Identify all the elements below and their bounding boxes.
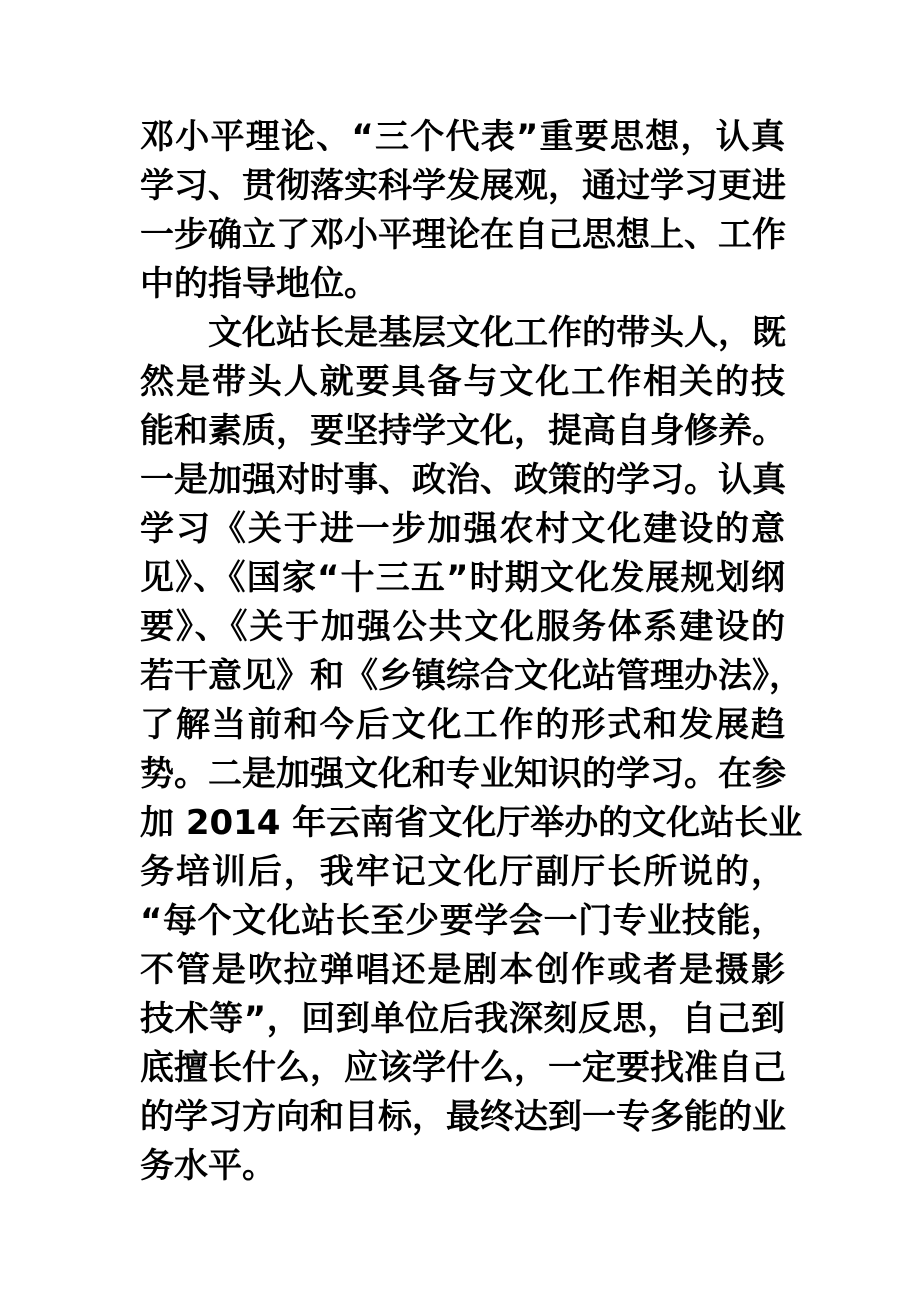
text-line: 一步确立了邓小平理论在自己思想上、工作 bbox=[140, 215, 786, 255]
text-line: 见》、《国家“十三五”时期文化发展规划纲 bbox=[140, 558, 785, 598]
text-line: 学习《关于进一步加强农村文化建设的意 bbox=[140, 509, 785, 549]
document-body bbox=[140, 113, 803, 1191]
text-line: 然是带头人就要具备与文化工作相关的技 bbox=[140, 362, 785, 402]
text-line: 要》、《关于加强公共文化服务体系建设的 bbox=[140, 607, 785, 647]
text-line: 了解当前和今后文化工作的形式和发展趋 bbox=[140, 705, 785, 745]
text-line: 技术等”，回到单位后我深刻反思，自己到 bbox=[140, 999, 785, 1039]
paragraph-2 bbox=[140, 309, 803, 1191]
text-line: 势。二是加强文化和专业知识的学习。在参 bbox=[140, 754, 786, 794]
text-line: 不管是吹拉弹唱还是剧本创作或者是摄影 bbox=[140, 950, 785, 990]
text-line: 若干意见》和《乡镇综合文化站管理办法》， bbox=[140, 656, 803, 696]
text-line: 邓小平理论、“三个代表”重要思想，认真 bbox=[140, 117, 785, 157]
paragraph-1 bbox=[140, 113, 785, 309]
text-line: 底擅长什么，应该学什么，一定要找准自己 bbox=[140, 1048, 786, 1088]
text-line: 一是加强对时事、政治、政策的学习。认真 bbox=[140, 460, 786, 500]
text-line: 务培训后，我牢记文化厅副厅长所说的， bbox=[140, 852, 785, 892]
text-line: 的学习方向和目标，最终达到一专多能的业 bbox=[140, 1097, 786, 1137]
text-line: 中的指导地位。 bbox=[140, 264, 378, 304]
text-line: 学习、贯彻落实科学发展观，通过学习更进 bbox=[140, 166, 786, 206]
text-line: “每个文化站长至少要学会一门专业技能， bbox=[140, 901, 785, 941]
text-line: 加 2014 年云南省文化厅举办的文化站长业 bbox=[140, 803, 803, 843]
text-line: 务水平。 bbox=[140, 1146, 276, 1186]
text-line: 文化站长是基层文化工作的带头人，既 bbox=[208, 313, 786, 353]
text-line: 能和素质，要坚持学文化，提高自身修养。 bbox=[140, 411, 786, 451]
